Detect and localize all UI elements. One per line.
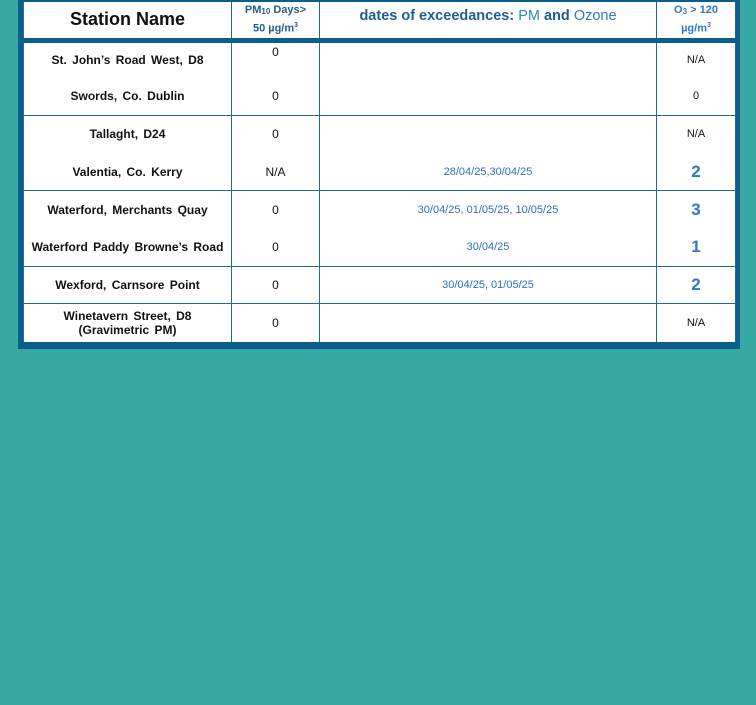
- table-row: [24, 304, 736, 342]
- header-o3-unit-sup: 3: [707, 21, 711, 29]
- header-dates-pm: PM: [518, 8, 540, 24]
- o3-cell: 0: [657, 78, 736, 116]
- o3-cell: 1: [657, 228, 736, 266]
- header-station-name-label: Station Name: [69, 9, 186, 30]
- pm10-cell: 0: [232, 115, 320, 153]
- table-row: [24, 153, 736, 191]
- header-dates-prefix: dates of exceedances:: [359, 8, 519, 24]
- dates-cell: [320, 304, 657, 342]
- table-row: [24, 78, 736, 116]
- station-cell: Swords, Co. Dublin: [24, 78, 232, 116]
- header-o3-prefix: O: [674, 3, 683, 16]
- station-cell: Valentia, Co. Kerry: [24, 153, 232, 191]
- dates-cell: [320, 115, 657, 153]
- station-cell: Tallaght, D24: [24, 115, 232, 153]
- dates-cell: 30/04/25, 01/05/25: [320, 266, 657, 304]
- o3-cell: 2: [657, 153, 736, 191]
- header-station-name: [24, 2, 232, 40]
- dates-cell: 30/04/25: [320, 228, 657, 266]
- pm10-cell: 0: [232, 191, 320, 229]
- header-pm-sub: 10: [261, 6, 271, 16]
- table-row: [24, 191, 736, 229]
- station-cell-line1: Winetavern Street, D8: [63, 308, 192, 323]
- pm10-cell: N/A: [232, 153, 320, 191]
- pm10-cell: 0: [232, 40, 320, 78]
- o3-cell: N/A: [657, 304, 736, 342]
- exceedance-table: [23, 2, 736, 342]
- header-dates-of-exceedances: [320, 2, 657, 40]
- header-pm-suffix: Days>: [270, 3, 307, 16]
- pm10-cell: 0: [232, 304, 320, 342]
- o3-cell: 3: [657, 191, 736, 229]
- table-row: [24, 228, 736, 266]
- dates-cell: 28/04/25,30/04/25: [320, 153, 657, 191]
- header-dates-ozone: Ozone: [573, 8, 617, 24]
- header-pm10-days: [232, 2, 320, 40]
- pm10-cell: 0: [232, 266, 320, 304]
- station-cell: Wexford, Carnsore Point: [24, 266, 232, 304]
- table-row: [24, 115, 736, 153]
- station-cell-line2: (Gravimetric PM): [78, 322, 177, 337]
- station-cell: St. John’s Road West, D8: [24, 40, 232, 78]
- header-o3-exceedances: [657, 2, 736, 40]
- header-pm-unit-sup: 3: [294, 21, 299, 29]
- header-o3-suffix: > 120: [687, 3, 718, 16]
- table-header-row: [24, 2, 736, 40]
- table-row: [24, 266, 736, 304]
- dates-cell: 30/04/25, 01/05/25, 10/05/25: [320, 191, 657, 229]
- dates-cell: [320, 40, 657, 78]
- pm10-cell: 0: [232, 78, 320, 116]
- header-o3-unit: µg/m: [681, 22, 707, 35]
- header-pm-prefix: PM: [244, 3, 262, 16]
- exceedance-table-frame: [18, 0, 740, 349]
- header-pm-unit: 50 µg/m: [252, 22, 295, 35]
- header-dates-and: and: [539, 8, 574, 24]
- table-row: [24, 40, 736, 78]
- o3-cell: N/A: [657, 115, 736, 153]
- dates-cell: [320, 78, 657, 116]
- header-o3-sub: 3: [682, 6, 688, 16]
- o3-cell: N/A: [657, 40, 736, 78]
- station-cell: Waterford Paddy Browne’s Road: [24, 228, 232, 266]
- station-cell: [24, 304, 232, 342]
- o3-cell: 2: [657, 266, 736, 304]
- station-cell: Waterford, Merchants Quay: [24, 191, 232, 229]
- pm10-cell: 0: [232, 228, 320, 266]
